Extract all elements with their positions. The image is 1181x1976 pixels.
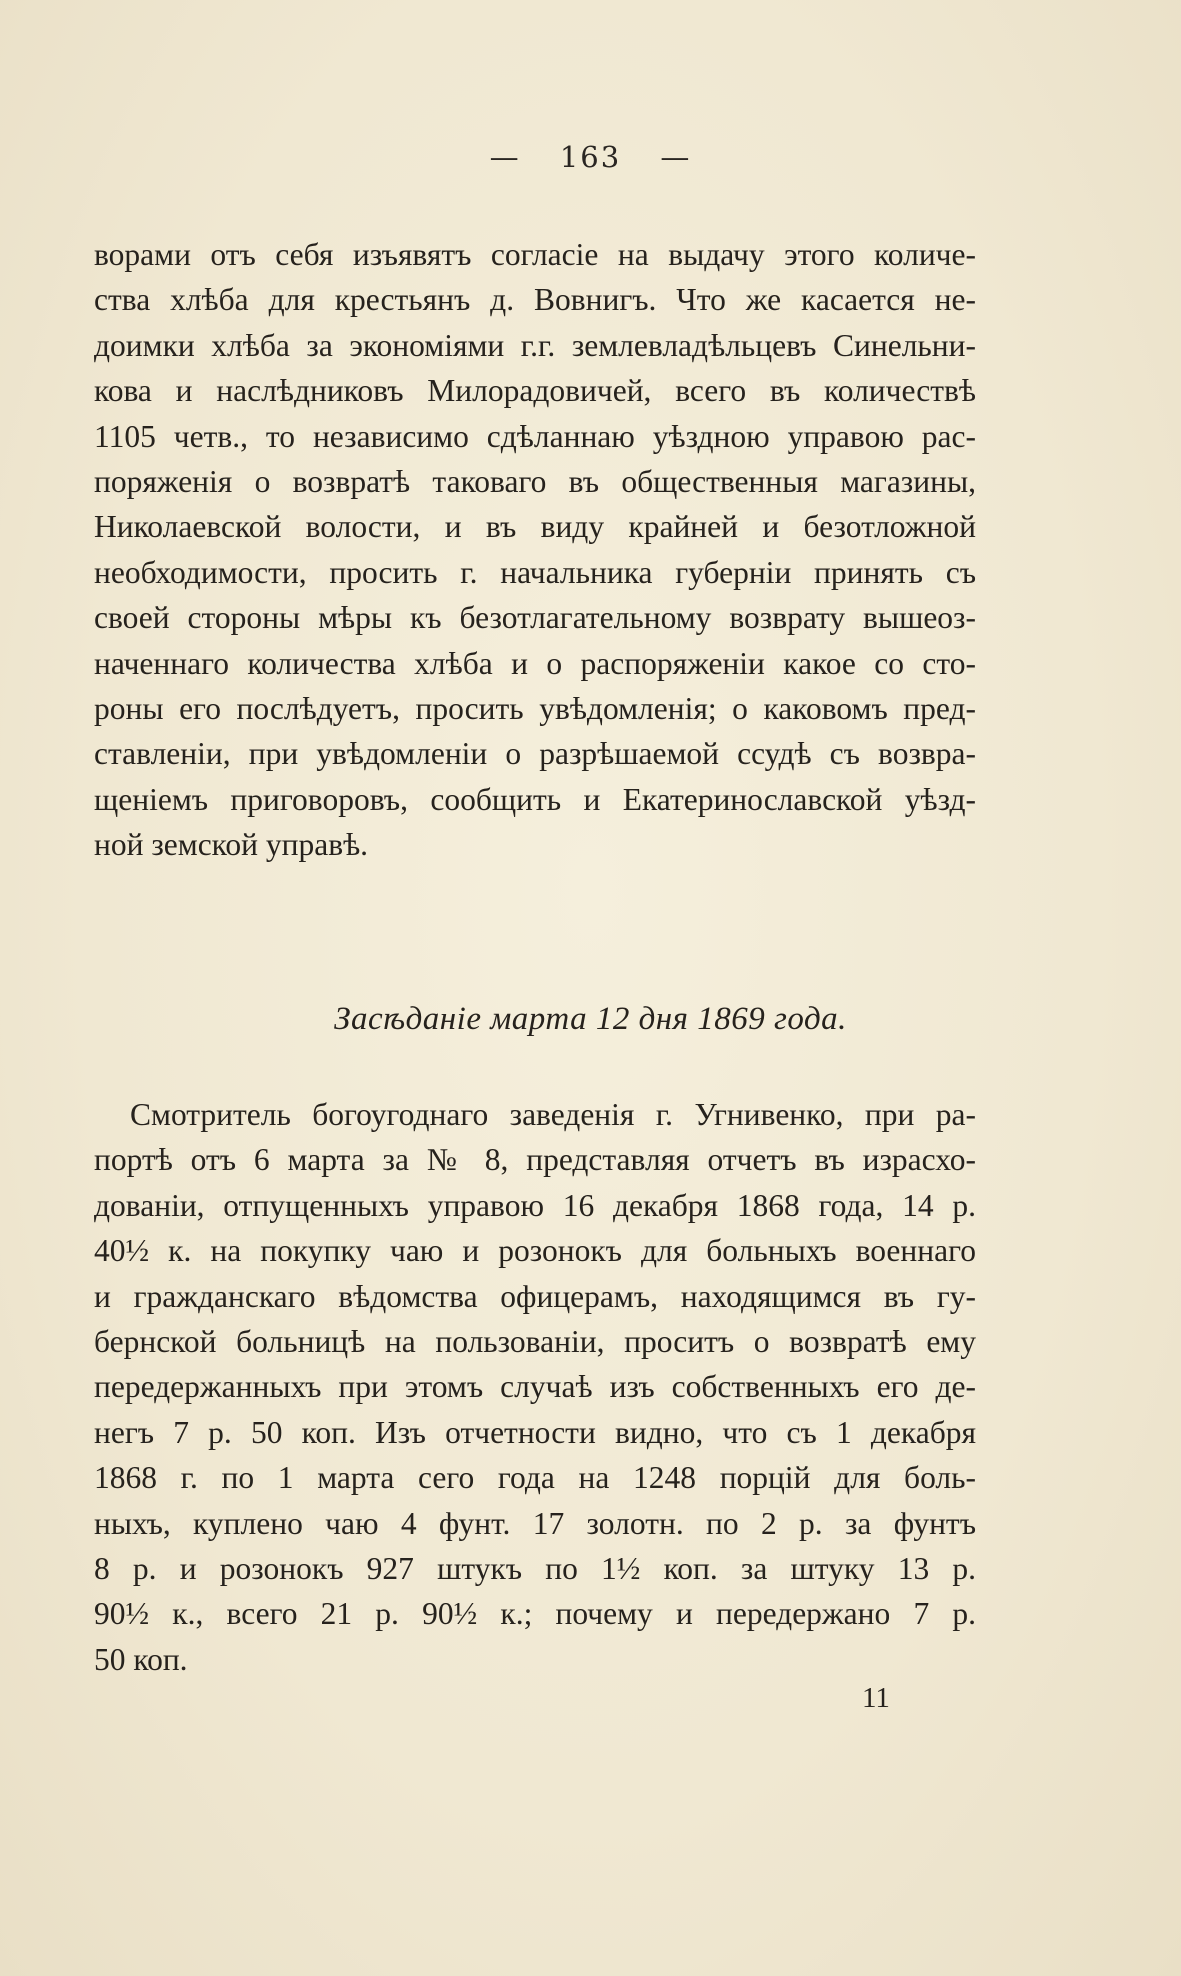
paragraph-2-line: дованіи, отпущенныхъ управою 16 декабря 1868 года, 14 р. [94,1187,976,1223]
paragraph-2-line: 90½ к., всего 21 р. 90½ к.; почему и передержано 7 р. [94,1596,976,1632]
paragraph-2-line: передержанныхъ при этомъ случаѣ изъ собственныхъ его де- [94,1369,976,1405]
paragraph-2-line: 8 р. и розонокъ 927 штукъ по 1½ коп. за штуку 13 р. [94,1550,976,1586]
paragraph-1-line: поряженія о возвратѣ таковаго въ общественныя магазины, [94,463,976,499]
paragraph-1-line: ной земской управѣ. [94,827,369,863]
paragraph-1-line: доимки хлѣба за экономіями г.г. землевладѣльцевъ Синельни- [94,327,976,363]
sheet-number: 11 [862,1682,890,1714]
dash-left: — [489,140,521,174]
paragraph-1-line: ства хлѣба для крестьянъ д. Вовнигъ. Что же касается не- [94,282,976,318]
paragraph-1-line: 1105 четв., то независимо сдѣланнаю уѣздною управою рас- [94,418,976,454]
paragraph-1-line: роны его послѣдуетъ, просить увѣдомленія; о каковомъ пред- [94,690,976,726]
paragraph-2-line: и гражданскаго вѣдомства офицерамъ, находящимся въ гу- [94,1278,976,1314]
page-number: 163 [559,140,622,174]
paragraph-1-line: необходимости, просить г. начальника губерніи принять съ [94,554,976,590]
paragraph-2-line: бернской больницѣ на пользованіи, проситъ о возвратѣ ему [94,1323,976,1359]
paragraph-1-line: щеніемъ приговоровъ, сообщить и Екатеринославской уѣзд- [94,781,976,817]
paragraph-1 [94,232,976,867]
paragraph-2-line: портѣ отъ 6 марта за № 8, представляя отчетъ въ израсхо- [94,1142,976,1178]
page-number-header [0,140,1181,174]
paragraph-1-line: наченнаго количества хлѣба и о распоряженіи какое со сто- [94,645,976,681]
paragraph-2-line: ныхъ, куплено чаю 4 фунт. 17 золотн. по 2 р. за фунтъ [94,1505,976,1541]
paragraph-2-line: Смотритель богоугоднаго заведенія г. Угнивенко, при ра- [130,1097,976,1132]
paragraph-1-line: ставленіи, при увѣдомленіи о разрѣшаемой ссудѣ съ возвра- [94,736,976,772]
paragraph-2-line: 1868 г. по 1 марта сего года на 1248 порцій для боль- [94,1460,976,1496]
paragraph-1-line: кова и наслѣдниковъ Милорадовичей, всего въ количествѣ [94,373,976,409]
paragraph-1-line: ворами отъ себя изъявятъ согласіе на выдачу этого количе- [94,237,976,272]
paragraph-2-line: 50 коп. [94,1641,188,1677]
paragraph-1-line: своей стороны мѣры къ безотлагательному возврату вышеоз- [94,600,976,636]
dash-right: — [660,140,692,174]
paragraph-2-line: 40½ к. на покупку чаю и розонокъ для больныхъ военнаго [94,1233,976,1269]
paragraph-2 [94,1092,976,1682]
paragraph-2-line: негъ 7 р. 50 коп. Изъ отчетности видно, что съ 1 декабря [94,1414,976,1450]
paragraph-1-line: Николаевской волости, и въ виду крайней и безотложной [94,509,976,545]
section-title: Засѣданіе марта 12 дня 1869 года. [334,1001,847,1037]
